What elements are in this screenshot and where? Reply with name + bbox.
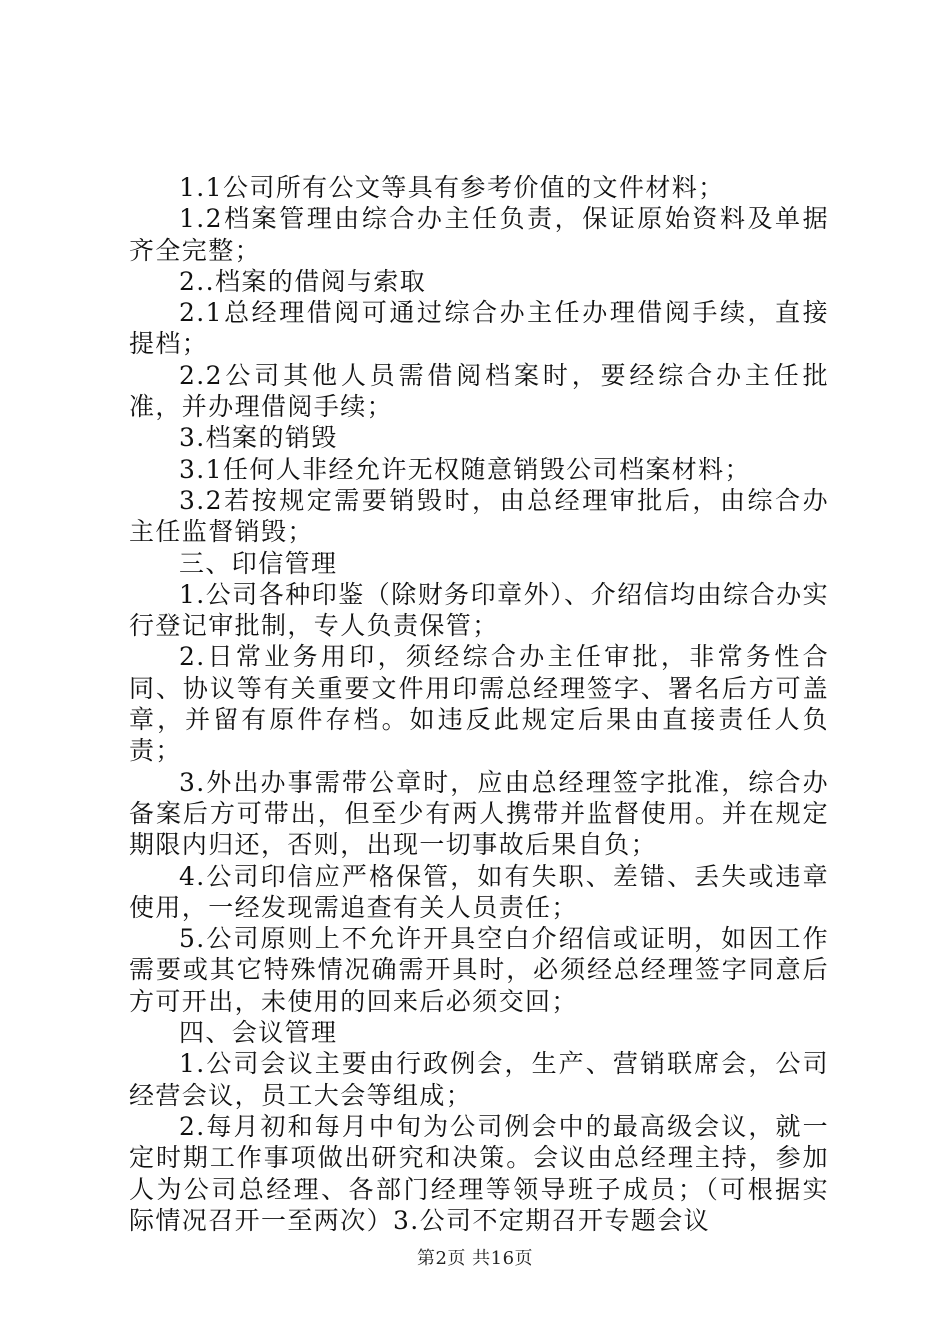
paragraph: 2.1总经理借阅可通过综合办主任办理借阅手续，直接提档；	[129, 298, 829, 359]
paragraph: 1.1公司所有公文等具有参考价值的文件材料；	[179, 173, 725, 202]
paragraph: 3.1任何人非经允许无权随意销毁公司档案材料；	[179, 454, 751, 484]
section-heading: 四、会议管理	[179, 1018, 338, 1048]
document-body	[129, 172, 829, 1236]
paragraph: 2.2公司其他人员需借阅档案时，要经综合办主任批准，并办理借阅手续；	[129, 360, 829, 422]
paragraph: 3.外出办事需带公章时，应由总经理签字批准，综合办备案后方可带出，但至少有两人携带并监督使用。并在规定期限内归还，否则，出现一切事故后果自负；	[129, 767, 829, 860]
paragraph: 3.档案的销毁	[179, 423, 338, 453]
paragraph: 1.公司会议主要由行政例会，生产、营销联席会，公司经营会议，员工大会等组成；	[129, 1049, 829, 1110]
paragraph: 2.日常业务用印，须经综合办主任审批，非常务性合同、协议等有关重要文件用印需总经理签字、署名后方可盖章，并留有原件存档。如违反此规定后果由直接责任人负责；	[129, 642, 829, 766]
paragraph: 1.公司各种印鉴（除财务印章外）、介绍信均由综合办实行登记审批制，专人负责保管；	[129, 579, 829, 641]
paragraph: 2.每月初和每月中旬为公司例会中的最高级会议，就一定时期工作事项做出研究和决策。会议由总经理主持，参加人为公司总经理、各部门经理等领导班子成员；（可根据实际情况召开一至两次）3.公司不定期召开专题会议	[129, 1111, 829, 1235]
section-heading: 三、印信管理	[179, 548, 338, 578]
paragraph: 2..档案的借阅与索取	[179, 266, 427, 296]
paragraph: 5.公司原则上不允许开具空白介绍信或证明，如因工作需要或其它特殊情况确需开具时，必须经总经理签字同意后方可开出，未使用的回来后必须交回；	[129, 924, 829, 1016]
paragraph: 4.公司印信应严格保管，如有失职、差错、丢失或违章使用，一经发现需追查有关人员责任；	[129, 861, 829, 922]
page-number-footer: 第2页 共16页	[416, 1248, 534, 1269]
paragraph: 3.2若按规定需要销毁时，由总经理审批后，由综合办主任监督销毁；	[129, 485, 829, 547]
paragraph: 1.2档案管理由综合办主任负责，保证原始资料及单据齐全完整；	[129, 204, 829, 265]
